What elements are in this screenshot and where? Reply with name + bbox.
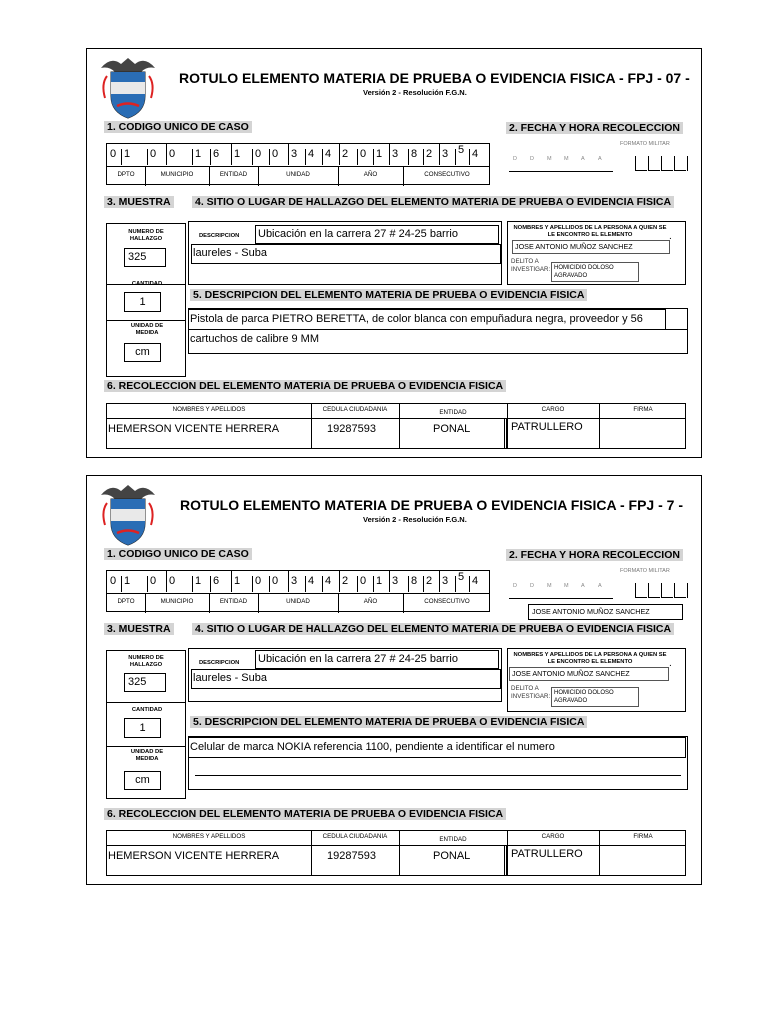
table-header-cedula: CEDULA CIUDADANIA (322, 833, 388, 840)
digit-separator (147, 576, 148, 592)
case-code-digit[interactable]: 2 (342, 148, 349, 160)
case-code-digit[interactable]: 4 (472, 148, 479, 160)
date-underline (509, 171, 613, 172)
digit-separator (305, 576, 306, 592)
digit-separator (408, 149, 409, 165)
case-code-digit[interactable]: 1 (234, 575, 241, 587)
persona-dot: . (669, 231, 672, 242)
descripcion-box (188, 308, 688, 354)
digit-separator (423, 576, 424, 592)
hour-digit-box[interactable] (674, 583, 686, 598)
case-code-digit[interactable]: 0 (110, 148, 117, 160)
digit-separator (305, 149, 306, 165)
numero-hallazgo-label: NUMERO DE HALLAZGO (128, 655, 164, 669)
descripcion-line-2[interactable] (188, 329, 688, 354)
table-header-firma: FIRMA (633, 833, 653, 840)
table-header-entidad: ENTIDAD (439, 409, 467, 416)
table-cell-entidad[interactable]: PONAL (433, 423, 471, 435)
numero-hallazgo-value: 325 (128, 676, 147, 688)
numero-hallazgo-field[interactable] (124, 248, 166, 267)
formato-militar-label: FORMATO MILITAR (620, 568, 670, 574)
ubicacion-line-1[interactable] (255, 225, 499, 244)
delito-value: HOMICIDIO DOLOSO AGRAVADO (554, 265, 614, 280)
descripcion-line-2[interactable] (195, 775, 681, 776)
code-label-dpto: DPTO (117, 598, 135, 605)
code-label-unidad: UNIDAD (286, 598, 310, 605)
table-cell-frame (106, 418, 312, 449)
section-2-title: 2. FECHA Y HORA RECOLECCION (506, 549, 683, 561)
digit-separator (357, 149, 358, 165)
descripcion-value-1: Pistola de parca PIETRO BERETTA, de color blanca con empuñadura negra, proveedor y 56 (190, 313, 643, 325)
code-label-consecutivo: CONSECUTIVO (424, 598, 470, 605)
form-version: Versión 2 - Resolución F.G.N. (363, 515, 467, 524)
digit-separator (121, 576, 122, 592)
case-code-digit[interactable]: 5 (458, 571, 465, 583)
persona-box (507, 221, 686, 285)
case-code-digit[interactable]: 4 (325, 575, 332, 587)
case-code-digit[interactable]: 1 (195, 575, 202, 587)
form-title: ROTULO ELEMENTO MATERIA DE PRUEBA O EVIDENCIA FISICA - FPJ - 7 - (180, 497, 683, 513)
digit-separator (210, 576, 211, 592)
digit-separator (192, 576, 193, 592)
table-cell-frame (399, 845, 505, 876)
unidad-medida-value: cm (135, 346, 150, 358)
case-code-digit[interactable]: 3 (291, 148, 298, 160)
ubicacion-value-2: laureles - Suba (193, 672, 267, 684)
case-code-digit[interactable]: 1 (195, 148, 202, 160)
code-label-entidad: ENTIDAD (219, 171, 248, 178)
digit-separator (439, 143, 440, 165)
coat-of-arms-icon (97, 54, 159, 120)
digit-separator (373, 576, 374, 592)
case-code-digit[interactable]: 3 (442, 575, 449, 587)
section-1-title: 1. CODIGO UNICO DE CASO (104, 548, 252, 560)
coat-of-arms-icon (97, 481, 159, 547)
persona-box (507, 648, 686, 712)
table-header-cargo: CARGO (541, 406, 565, 413)
persona-field[interactable] (512, 240, 670, 254)
digit-separator (423, 149, 424, 165)
unidad-medida-value: cm (135, 774, 150, 786)
recoleccion-table (106, 403, 686, 449)
persona-top-field[interactable] (528, 604, 683, 620)
digit-separator (339, 143, 340, 165)
table-cell-cargo[interactable]: PATRULLERO (511, 421, 583, 433)
case-code-digit[interactable]: 1 (376, 148, 383, 160)
case-code-digits (106, 570, 490, 592)
case-code-digit[interactable]: 3 (392, 575, 399, 587)
case-code-digit[interactable]: 3 (291, 575, 298, 587)
formato-militar-label: FORMATO MILITAR (620, 141, 670, 147)
numero-hallazgo-label: NUMERO DE HALLAZGO (128, 229, 164, 243)
table-cell-cargo[interactable]: PATRULLERO (511, 848, 583, 860)
case-code-digit[interactable]: 8 (411, 148, 418, 160)
cantidad-label: CANTIDAD (131, 707, 163, 713)
section-1-title: 1. CODIGO UNICO DE CASO (104, 121, 252, 133)
descripcion-value-1: Celular de marca NOKIA referencia 1100, pendiente a identificar el numero (190, 741, 555, 753)
date-format-letter: A (581, 156, 585, 162)
hour-digit-box[interactable] (661, 583, 673, 598)
cantidad-field[interactable] (124, 718, 161, 738)
hour-digit-box[interactable] (635, 583, 647, 598)
section-3-title: 3. MUESTRA (104, 196, 174, 208)
table-cell-cedula[interactable]: 19287593 (327, 423, 376, 435)
table-cell-nombres[interactable]: HEMERSON VICENTE HERRERA (108, 423, 280, 435)
digit-separator (252, 149, 253, 165)
table-cell-nombres[interactable]: HEMERSON VICENTE HERRERA (108, 850, 280, 862)
date-format-letter: M (564, 583, 569, 589)
cantidad-label: CANTIDAD (131, 281, 163, 287)
descripcion-value-2: cartuchos de calibre 9 MM (190, 333, 319, 345)
section-6-title: 6. RECOLECCION DEL ELEMENTO MATERIA DE PRUEBA O EVIDENCIA FISICA (104, 808, 506, 820)
case-code-digit[interactable]: 2 (426, 148, 433, 160)
digit-separator (231, 143, 232, 165)
table-header-cedula: CEDULA CIUDADANIA (322, 406, 388, 413)
date-format-letter: M (564, 156, 569, 162)
digit-separator (252, 576, 253, 592)
delito-field[interactable] (551, 262, 639, 282)
hour-end-line (687, 583, 688, 598)
recoleccion-table (106, 830, 686, 876)
case-code-digit[interactable]: 8 (411, 575, 418, 587)
date-format-letter: D (513, 583, 517, 589)
numero-hallazgo-box (106, 650, 186, 703)
descripcion-line-1[interactable] (188, 737, 686, 758)
numero-hallazgo-value: 325 (128, 251, 147, 263)
cantidad-box (106, 277, 186, 321)
section-4-title: 4. SITIO O LUGAR DE HALLAZGO DEL ELEMENTO MATERIA DE PRUEBA O EVIDENCIA FISICA (192, 196, 674, 208)
date-format-letter: D (530, 156, 534, 162)
evidence-label-form-1 (86, 48, 702, 458)
digit-separator (288, 570, 289, 592)
descripcion-label: DESCRIPCION (199, 660, 240, 666)
digit-separator (469, 576, 470, 592)
case-code-digit[interactable]: 2 (342, 575, 349, 587)
case-code-digit[interactable]: 0 (110, 575, 117, 587)
code-label-anio: AÑO (363, 598, 378, 605)
unidad-medida-box (106, 747, 186, 799)
table-cell-frame (506, 845, 600, 876)
case-code-digit[interactable]: 3 (392, 148, 399, 160)
table-cell-frame (506, 418, 600, 449)
digit-separator (166, 143, 167, 165)
digit-separator (469, 149, 470, 165)
case-code-digit[interactable]: 1 (124, 575, 131, 587)
digit-separator (210, 149, 211, 165)
persona-value: JOSE ANTONIO MUÑOZ SANCHEZ (515, 242, 633, 251)
delito-field[interactable] (551, 687, 639, 707)
case-code-digit[interactable]: 1 (124, 148, 131, 160)
digit-separator (192, 149, 193, 165)
ubicacion-line-2[interactable] (191, 669, 501, 689)
code-label-anio: AÑO (363, 171, 378, 178)
delito-label: DELITO A INVESTIGAR: (511, 258, 551, 274)
case-code-digit[interactable]: 3 (442, 148, 449, 160)
digit-separator (389, 570, 390, 592)
cantidad-field[interactable] (124, 292, 161, 312)
digit-separator (339, 570, 340, 592)
case-code-digit[interactable]: 4 (308, 575, 315, 587)
digit-separator (373, 149, 374, 165)
cantidad-value: 1 (139, 296, 146, 308)
ubicacion-line-2[interactable] (191, 244, 501, 264)
date-format-letter: A (598, 583, 602, 589)
case-code-digit[interactable]: 4 (325, 148, 332, 160)
digit-separator (322, 576, 323, 592)
section-2-title: 2. FECHA Y HORA RECOLECCION (506, 122, 683, 134)
section-5-title: 5. DESCRIPCION DEL ELEMENTO MATERIA DE PRUEBA O EVIDENCIA FISICA (190, 289, 587, 301)
code-label-entidad: ENTIDAD (219, 598, 248, 605)
persona-dot: . (669, 658, 672, 669)
evidence-label-form-2 (86, 475, 702, 885)
case-code-digits (106, 143, 490, 165)
code-label-unidad: UNIDAD (286, 171, 310, 178)
case-code-digit[interactable]: 6 (213, 575, 220, 587)
unidad-medida-label: UNIDAD DE MEDIDA (130, 323, 164, 337)
table-header-nombres: NOMBRES Y APELLIDOS (172, 406, 246, 413)
case-code-digit[interactable]: 5 (458, 144, 465, 156)
table-cell-entidad[interactable]: PONAL (433, 850, 471, 862)
hour-digit-box[interactable] (674, 156, 686, 171)
digit-separator (439, 570, 440, 592)
persona-value: JOSE ANTONIO MUÑOZ SANCHEZ (512, 669, 630, 678)
date-fields (509, 152, 699, 172)
section-4-title: 4. SITIO O LUGAR DE HALLAZGO DEL ELEMENTO MATERIA DE PRUEBA O EVIDENCIA FISICA (192, 623, 674, 635)
code-label-municipio: MUNICIPIO (160, 598, 194, 605)
case-code-digit[interactable]: 0 (255, 148, 262, 160)
descripcion-label: DESCRIPCION (199, 233, 240, 239)
ubicacion-box (188, 648, 502, 702)
ubicacion-value-2: laureles - Suba (193, 247, 267, 259)
case-code-digit[interactable]: 0 (150, 148, 157, 160)
unidad-medida-field[interactable] (124, 771, 161, 790)
hour-digit-box[interactable] (648, 583, 660, 598)
descripcion-box (188, 736, 688, 790)
date-fields (509, 579, 699, 599)
table-cell-frame (106, 845, 312, 876)
digit-separator (288, 143, 289, 165)
case-code-digit[interactable]: 4 (308, 148, 315, 160)
date-format-letter: D (513, 156, 517, 162)
case-code-digit[interactable]: 0 (169, 148, 176, 160)
ubicacion-value-1: Ubicación en la carrera 27 # 24-25 barrio (258, 228, 458, 240)
date-format-letter: M (547, 583, 552, 589)
form-version: Versión 2 - Resolución F.G.N. (363, 88, 467, 97)
section-5-title: 5. DESCRIPCION DEL ELEMENTO MATERIA DE PRUEBA O EVIDENCIA FISICA (190, 716, 587, 728)
digit-separator (147, 149, 148, 165)
digit-separator (455, 576, 456, 592)
digit-separator (269, 576, 270, 592)
descripcion-line-1[interactable] (188, 309, 666, 330)
table-header-firma: FIRMA (633, 406, 653, 413)
digit-separator (231, 570, 232, 592)
unidad-medida-box (106, 321, 186, 377)
date-underline (509, 598, 613, 599)
cantidad-value: 1 (139, 722, 146, 734)
unidad-medida-field[interactable] (124, 343, 161, 362)
persona-label: NOMBRES Y APELLIDOS DE LA PERSONA A QUIEN SE LE ENCONTRO EL ELEMENTO (513, 652, 667, 666)
case-code-digit[interactable]: 2 (426, 575, 433, 587)
date-format-letter: M (547, 156, 552, 162)
digit-separator (121, 149, 122, 165)
unidad-medida-label: UNIDAD DE MEDIDA (130, 749, 164, 763)
table-cell-frame (399, 418, 505, 449)
hour-end-line (687, 156, 688, 171)
section-6-title: 6. RECOLECCION DEL ELEMENTO MATERIA DE PRUEBA O EVIDENCIA FISICA (104, 380, 506, 392)
delito-value: HOMICIDIO DOLOSO AGRAVADO (554, 690, 614, 705)
digit-separator (269, 149, 270, 165)
ubicacion-value-1: Ubicación en la carrera 27 # 24-25 barrio (258, 653, 458, 665)
cantidad-box (106, 703, 186, 747)
digit-separator (408, 576, 409, 592)
case-code-digit[interactable]: 1 (234, 148, 241, 160)
digit-separator (322, 149, 323, 165)
ubicacion-line-1[interactable] (255, 650, 499, 669)
date-format-letter: A (581, 583, 585, 589)
table-header-nombres: NOMBRES Y APELLIDOS (172, 833, 246, 840)
persona-top-value: JOSE ANTONIO MUÑOZ SANCHEZ (532, 607, 650, 616)
digit-separator (357, 576, 358, 592)
case-code-digit[interactable]: 4 (472, 575, 479, 587)
digit-separator (166, 570, 167, 592)
code-label-consecutivo: CONSECUTIVO (424, 171, 470, 178)
case-code-digit[interactable]: 0 (255, 575, 262, 587)
code-label-dpto: DPTO (117, 171, 135, 178)
table-cell-cedula[interactable]: 19287593 (327, 850, 376, 862)
hour-digit-box[interactable] (648, 156, 660, 171)
table-header-entidad: ENTIDAD (439, 836, 467, 843)
digit-separator (455, 149, 456, 165)
date-format-letter: D (530, 583, 534, 589)
case-code-digit[interactable]: 0 (360, 575, 367, 587)
code-label-municipio: MUNICIPIO (160, 171, 194, 178)
section-3-title: 3. MUESTRA (104, 623, 174, 635)
numero-hallazgo-field[interactable] (124, 673, 166, 692)
table-header-cargo: CARGO (541, 833, 565, 840)
case-code-digit[interactable]: 0 (360, 148, 367, 160)
ubicacion-box (188, 221, 502, 285)
date-format-letter: A (598, 156, 602, 162)
delito-label: DELITO A INVESTIGAR: (511, 685, 551, 701)
persona-field[interactable] (509, 667, 669, 681)
digit-separator (389, 143, 390, 165)
hour-digit-box[interactable] (661, 156, 673, 171)
persona-label: NOMBRES Y APELLIDOS DE LA PERSONA A QUIEN SE LE ENCONTRO EL ELEMENTO (513, 225, 667, 239)
numero-hallazgo-box (106, 223, 186, 285)
case-code-digit[interactable]: 0 (272, 148, 279, 160)
hour-digit-box[interactable] (635, 156, 647, 171)
case-code-digit[interactable]: 0 (150, 575, 157, 587)
case-code-digit[interactable]: 1 (376, 575, 383, 587)
case-code-digit[interactable]: 6 (213, 148, 220, 160)
case-code-digit[interactable]: 0 (169, 575, 176, 587)
case-code-digit[interactable]: 0 (272, 575, 279, 587)
form-title: ROTULO ELEMENTO MATERIA DE PRUEBA O EVIDENCIA FISICA - FPJ - 07 - (179, 70, 690, 86)
